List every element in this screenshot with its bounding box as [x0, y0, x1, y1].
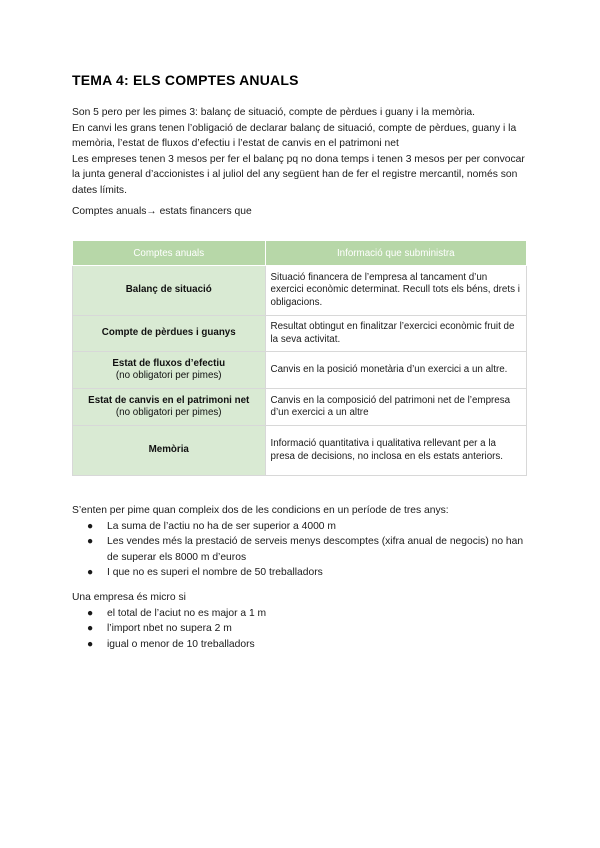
table-row: [73, 352, 527, 389]
account-name-cell: [73, 316, 266, 352]
page-title: TEMA 4: ELS COMPTES ANUALS: [72, 72, 299, 88]
bullet-icon: ●: [87, 520, 94, 532]
intro-paragraph: Les empreses tenen 3 mesos per fer el balanç pq no dona temps i tenen 3 mesos per per convocar la junta general d’accionistes i al juliol del any següent han de fer el registre mercantil, només son dates límits.: [72, 153, 525, 196]
intro-paragraph: En canvi les grans tenen l’obligació de declarar balanç de situació, compte de pèrdues, guany i la memòria, l’estat de fluxos d’efectiu i l’estat de canvis en el patrimoni net: [72, 122, 517, 149]
account-info: Canvis en la posició monetària d’un exercici a un altre.: [265, 352, 527, 389]
column-header: Informació que subministra: [265, 241, 527, 266]
account-name: Memòria: [148, 444, 189, 456]
list-item: [72, 565, 528, 581]
account-name-cell: [73, 266, 266, 316]
list-item-text: I que no es superi el nombre de 50 treballadors: [107, 567, 323, 578]
list-item-text: el total de l’aciut no es major a 1 m: [107, 607, 267, 619]
list-item: [72, 606, 528, 622]
micro-intro: Una empresa és micro si: [72, 592, 186, 603]
account-note: (no obligatori per pimes): [115, 407, 222, 418]
pime-list: [72, 519, 528, 581]
bullet-icon: ●: [87, 638, 94, 650]
account-name: Balanç de situació: [125, 284, 212, 296]
account-name: Estat de canvis en el patrimoni net: [88, 394, 250, 406]
account-info: Canvis en la composició del patrimoni net de l’empresa d’un exercici a un altre: [265, 389, 527, 426]
account-name: Compte de pèrdues i guanys: [101, 327, 236, 339]
account-info: Resultat obtingut en finalitzar l’exercici econòmic fruit de la seva activitat.: [265, 316, 527, 352]
table-row: [73, 426, 527, 476]
account-name-cell: [73, 352, 266, 389]
list-item: [72, 519, 528, 535]
bullet-icon: ●: [87, 607, 94, 619]
account-info: Situació financera de l’empresa al tancament d’un exercici econòmic determinat. Recull tots els béns, drets i obligacions.: [265, 266, 527, 316]
account-note: (no obligatori per pimes): [115, 370, 222, 381]
account-name-cell: [73, 426, 266, 476]
lead-line: Comptes anuals→ estats financers que: [72, 206, 252, 217]
account-info: Informació quantitativa i qualitativa rellevant per a la presa de decisions, no inclosa en els estats anteriors.: [265, 426, 527, 476]
account-name-cell: [73, 389, 266, 426]
account-name: Estat de fluxos d’efectiu: [112, 357, 226, 369]
table-row: [73, 389, 527, 426]
intro-paragraphs: [72, 105, 528, 198]
annual-accounts-table: [72, 240, 527, 476]
table-row: [73, 266, 527, 316]
pime-section: [72, 503, 528, 581]
column-header: Comptes anuals: [73, 241, 266, 266]
list-item-text: La suma de l’actiu no ha de ser superior a 4000 m: [107, 520, 336, 532]
bullet-icon: ●: [87, 536, 94, 547]
intro-paragraph: Son 5 pero per les pimes 3: balanç de situació, compte de pèrdues i guany i la memòria.: [72, 107, 475, 118]
bullet-icon: ●: [87, 623, 94, 634]
table-row: [73, 316, 527, 352]
pime-intro: S’enten per pime quan compleix dos de les condicions en un període de tres anys:: [72, 505, 449, 516]
list-item: [72, 534, 528, 565]
table-header-row: [73, 241, 527, 266]
list-item-text: igual o menor de 10 treballadors: [107, 638, 255, 650]
list-item-text: l’import nbet no supera 2 m: [107, 623, 232, 634]
list-item: [72, 621, 528, 637]
micro-section: [72, 590, 528, 652]
list-item-text: Les vendes més la prestació de serveis menys descomptes (xifra anual de negocis) no han de superar els 8000 m d’euros: [107, 536, 524, 563]
list-item: [72, 637, 528, 653]
bullet-icon: ●: [87, 567, 94, 578]
micro-list: [72, 606, 528, 653]
